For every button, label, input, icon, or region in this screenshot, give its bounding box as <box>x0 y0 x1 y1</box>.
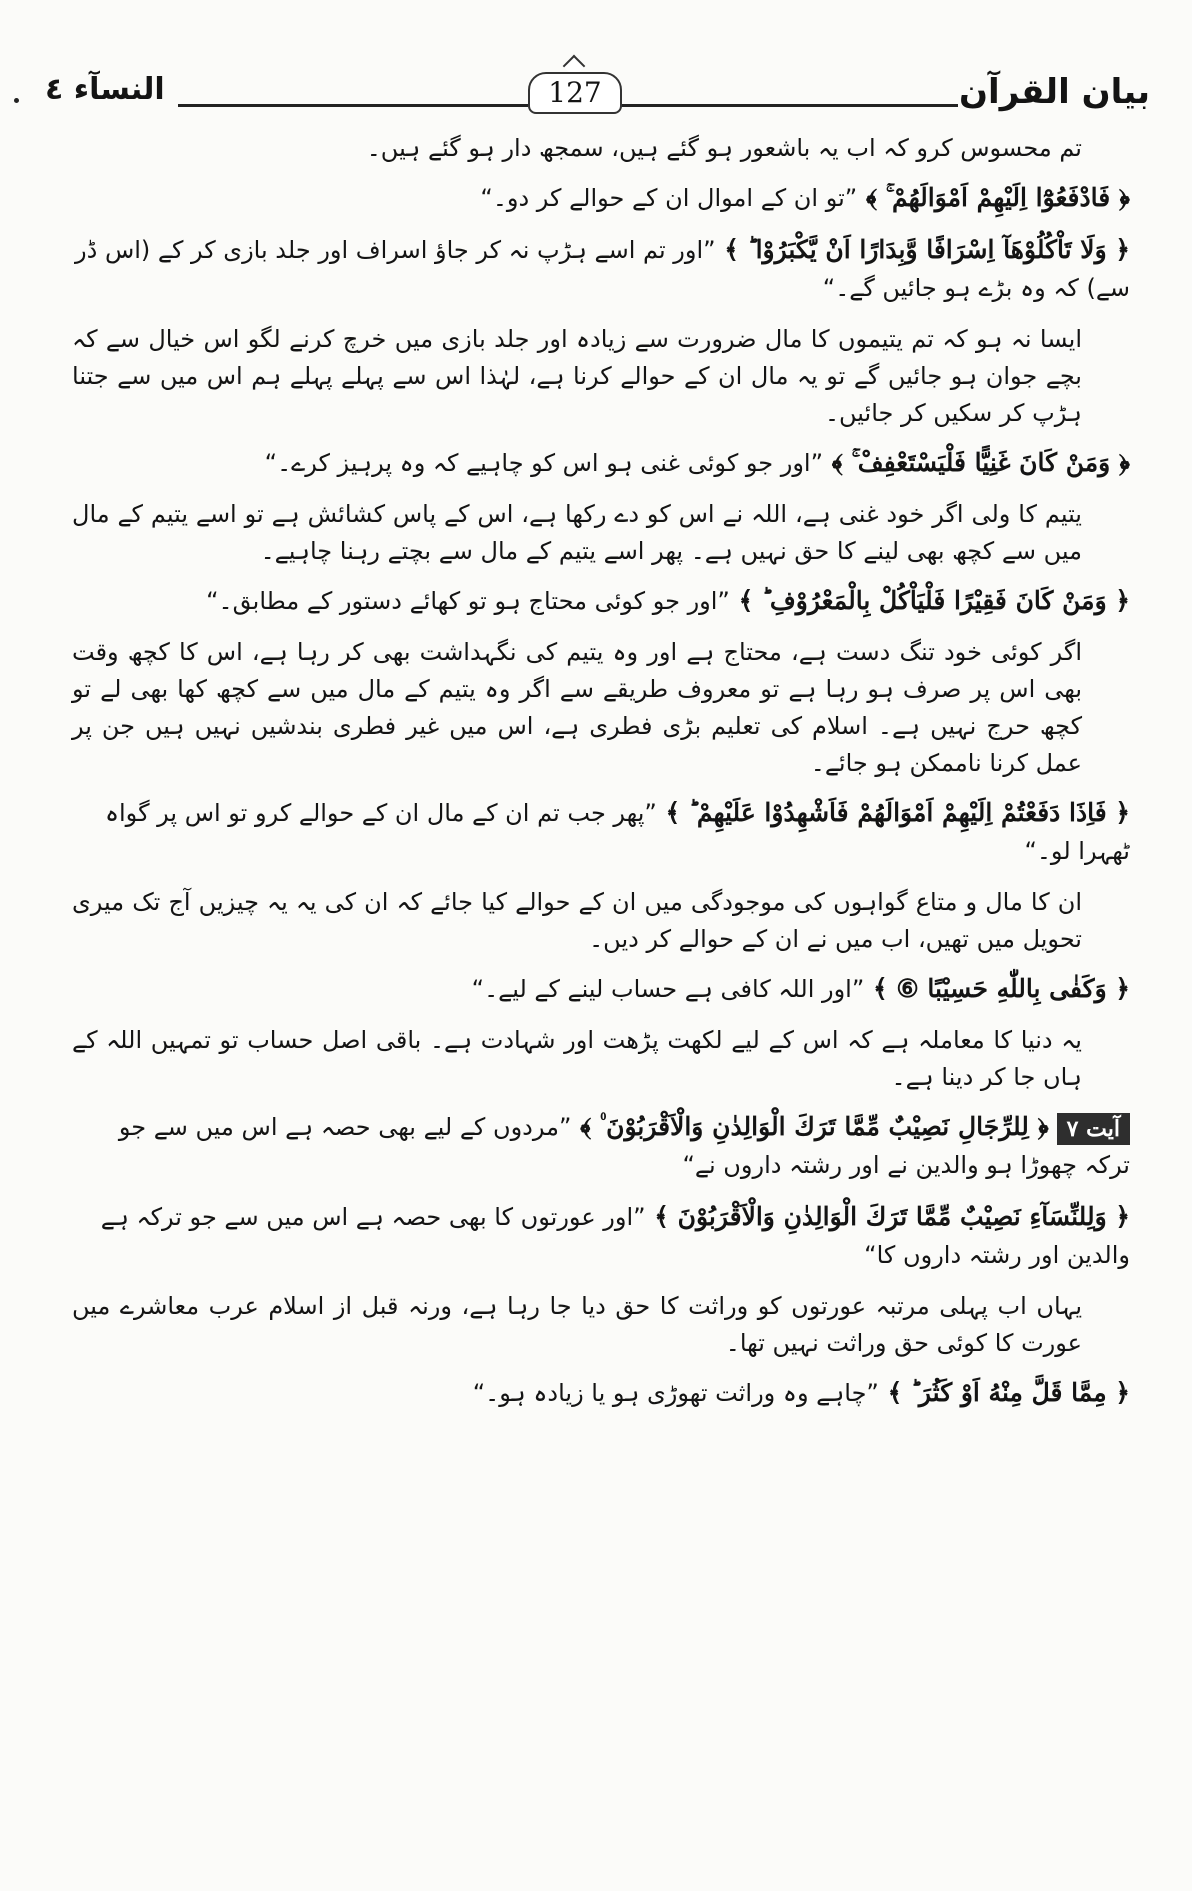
arabic-verse: ﴿ مِمَّا قَلَّ مِنْهُ اَوْ كَثُرَ ؕ ﴾ <box>878 1378 1130 1407</box>
verse-translation: ”مردوں کے لیے بھی حصہ ہے اس میں سے جو ترکہ چھوڑا ہو والدین نے اور رشتہ داروں نے“ <box>118 1113 1130 1179</box>
arabic-verse: ﴿ فَادْفَعُوْٓا اِلَیْھِمْ اَمْوَالَھُمْ ۚ ﴾ <box>857 183 1130 212</box>
body-paragraph: یہاں اب پہلی مرتبہ عورتوں کو وراثت کا حق دیا جا رہا ہے، ورنہ قبل از اسلام عرب معاشرے میں عورت کا کوئی حق وراثت نہیں تھا۔ <box>72 1292 1082 1357</box>
arabic-verse: ﴿ وَلَا تَاْكُلُوْھَآ اِسْرَافًا وَّبِدَارًا اَنْ یَّكْبَرُوْا ؕ ﴾ <box>715 235 1130 264</box>
verse-block <box>72 582 1130 620</box>
verse-block <box>72 1198 1130 1274</box>
book-title: بیان القرآن <box>959 72 1150 112</box>
verse-translation: ”اور جو کوئی محتاج ہو تو کھائے دستور کے مطابق۔“ <box>206 587 730 615</box>
verse-block <box>72 444 1130 482</box>
page-body <box>72 130 1130 1426</box>
arabic-verse: ﴿ وَمَنْ كَانَ فَقِیْرًا فَلْیَاْكُلْ بِالْمَعْرُوْفِ ؕ ﴾ <box>729 586 1130 615</box>
verse-translation: ”پھر جب تم ان کے مال ان کے حوالے کرو تو اس پر گواہ ٹھہرا لو۔“ <box>104 799 1130 865</box>
arabic-verse: ﴿ وَلِلنِّسَآءِ نَصِیْبٌ مِّمَّا تَرَكَ الْوَالِدٰنِ وَالْاَقْرَبُوْنَ ﴾ <box>645 1202 1130 1231</box>
verse-translation: ”چاہے وہ وراثت تھوڑی ہو یا زیادہ ہو۔“ <box>472 1379 879 1407</box>
verse-block <box>72 1374 1130 1412</box>
surah-title: النسآء ٤ <box>45 72 165 107</box>
body-paragraph: یہ دنیا کا معاملہ ہے کہ اس کے لیے لکھت پڑھت اور شہادت ہے۔ باقی اصل حساب تو تمہیں اللہ کے ہاں جا کر دینا ہے۔ <box>72 1026 1082 1091</box>
page-header <box>0 0 1192 120</box>
arabic-verse: ﴿ لِلرِّجَالِ نَصِیْبٌ مِّمَّا تَرَكَ الْوَالِدٰنِ وَالْاَقْرَبُوْنَ ۠ ﴾ <box>571 1112 1049 1141</box>
header-rule-left <box>178 104 528 107</box>
verse-translation: ”اور جو کوئی غنی ہو اس کو چاہیے کہ وہ پرہیز کرے۔“ <box>264 449 824 477</box>
arabic-verse: ﴿ وَمَنْ كَانَ غَنِیًّا فَلْیَسْتَعْفِفْ ۚ ﴾ <box>823 448 1130 477</box>
verse-block <box>72 179 1130 217</box>
ayat-number-badge: آیت ۷ <box>1057 1113 1130 1145</box>
arabic-verse: ﴿ فَاِذَا دَفَعْتُمْ اِلَیْھِمْ اَمْوَالَھُمْ فَاَشْھِدُوْا عَلَیْھِمْ ؕ ﴾ <box>656 798 1130 827</box>
body-paragraph: یتیم کا ولی اگر خود غنی ہے، اللہ نے اس کو دے رکھا ہے، اس کے پاس کشائش ہے تو اسے یتیم کے مال میں سے کچھ بھی لینے کا حق نہیں ہے۔ پھر اسے یتیم کے مال سے بچتے رہنا چاہیے۔ <box>72 500 1082 565</box>
margin-dot <box>14 98 19 103</box>
page-number: 127 <box>528 72 622 114</box>
verse-block <box>72 794 1130 870</box>
body-paragraph: اگر کوئی خود تنگ دست ہے، محتاج ہے اور وہ یتیم کی نگہداشت بھی کر رہا ہے، اس کا کچھ وقت بھی اس پر صرف ہو رہا ہے تو معروف طریقے سے اگر وہ یتیم کے مال میں سے کچھ کھا بھی لے تو کچھ حرج نہیں ہے۔ اسلام کی تعلیم بڑی فطری ہے، اس میں غیر فطری بندشیں نہیں ہیں جن پر عمل کرنا ناممکن ہو جائے۔ <box>72 638 1082 777</box>
verse-block <box>72 231 1130 307</box>
body-paragraph: تم محسوس کرو کہ اب یہ باشعور ہو گئے ہیں، سمجھ دار ہو گئے ہیں۔ <box>366 134 1082 162</box>
body-paragraph: ان کا مال و متاع گواہوں کی موجودگی میں ان کے حوالے کیا جائے کہ ان کی یہ یہ چیزیں آج تک میری تحویل میں تھیں، اب میں نے ان کے حوالے کر دیں۔ <box>72 888 1082 953</box>
verse-translation: ”تو ان کے اموال ان کے حوالے کر دو۔“ <box>480 184 858 212</box>
verse-block <box>72 970 1130 1008</box>
arabic-verse: ﴿ وَكَفٰى بِاللّٰهِ حَسِیْبًا ⑥ ﴾ <box>864 974 1130 1003</box>
verse-translation: ”اور عورتوں کا بھی حصہ ہے اس میں سے جو ترکہ ہے والدین اور رشتہ داروں کا“ <box>100 1203 1130 1269</box>
ayat-block <box>72 1108 1130 1184</box>
body-paragraph: ایسا نہ ہو کہ تم یتیموں کا مال ضرورت سے زیادہ اور جلد بازی میں خرچ کرنے لگو اس خیال سے کہ بچے جوان ہو جائیں گے تو یہ مال ان کے حوالے کرنا ہے، لہٰذا اس سے پہلے پہلے ہم اس میں سے جتنا ہڑپ کر سکیں کر جائیں۔ <box>72 325 1082 427</box>
verse-translation: ”اور اللہ کافی ہے حساب لینے کے لیے۔“ <box>471 975 865 1003</box>
header-rule-right <box>618 104 958 107</box>
verse-translation: ”اور تم اسے ہڑپ نہ کر جاؤ اسراف اور جلد بازی کر کے (اس ڈر سے) کہ وہ بڑے ہو جائیں گے۔“ <box>75 236 1130 302</box>
